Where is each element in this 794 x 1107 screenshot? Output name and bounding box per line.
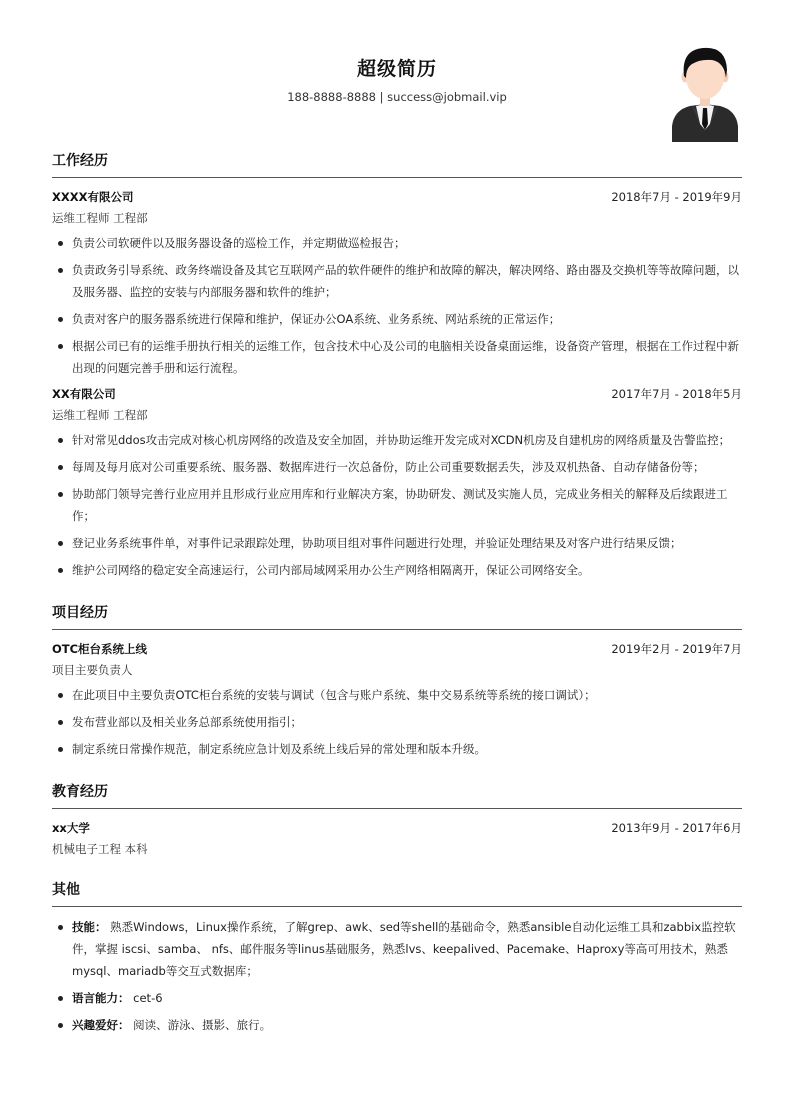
major-degree: 机械电子工程 本科 <box>52 842 148 856</box>
duty-item: 负责政务引导系统、政务终端设备及其它互联网产品的软件硬件的维护和故障的解决，解决网络、路由器及交换机等等故障问题，以及服务器、监控的安装与内部服务器和软件的维护； <box>52 259 742 303</box>
skills-label: 技能： <box>72 920 107 934</box>
language-label: 语言能力： <box>72 991 130 1005</box>
project-duty-list <box>52 684 742 760</box>
duty-item: 针对常见ddos攻击完成对核心机房网络的改造及安全加固，并协助运维开发完成对XCDN机房及自建机房的网络质量及告警监控； <box>52 429 742 451</box>
company-name: XXXX有限公司 <box>52 190 134 204</box>
work-experience-section <box>52 150 742 581</box>
duty-item: 负责对客户的服务器系统进行保障和维护，保证办公OA系统、业务系统、网站系统的正常运作； <box>52 308 742 330</box>
project-name: OTC柜台系统上线 <box>52 642 148 656</box>
hobbies-label: 兴趣爱好： <box>72 1018 130 1032</box>
duty-item: 发布营业部以及相关业务总部系统使用指引； <box>52 711 742 733</box>
work-entry <box>52 384 742 581</box>
entry-date: 2018年7月 - 2019年9月 <box>611 190 742 204</box>
duty-item: 根据公司已有的运维手册执行相关的运维工作，包含技术中心及公司的电脑相关设备桌面运维，设备资产管理，根据在工作过程中新出现的问题完善手册和运行流程。 <box>52 335 742 379</box>
language-item <box>52 987 742 1009</box>
duty-item: 登记业务系统事件单，对事件记录跟踪处理，协助项目组对事件问题进行处理，并验证处理结果及对客户进行结果反馈； <box>52 532 742 554</box>
duty-item: 每周及每月底对公司重要系统、服务器、数据库进行一次总备份，防止公司重要数据丢失，涉及双机热备、自动存储备份等； <box>52 456 742 478</box>
candidate-name: 超级简历 <box>356 58 437 80</box>
section-title-project: 项目经历 <box>52 602 742 630</box>
section-title-work: 工作经历 <box>52 150 742 178</box>
duty-list <box>52 429 742 581</box>
project-experience-section <box>52 602 742 760</box>
entry-date: 2019年2月 - 2019年7月 <box>611 642 742 656</box>
job-role: 运维工程师 工程部 <box>52 408 148 422</box>
section-title-education: 教育经历 <box>52 781 742 809</box>
job-role: 运维工程师 工程部 <box>52 211 148 225</box>
other-section <box>52 879 742 1036</box>
skills-text: 熟悉Windows，Linux操作系统，了解grep、awk、sed等shell的基础命令，熟悉ansible自动化运维工具和zabbix监控软件，掌握 iscsi、samba、 nfs、邮件服务等linus基础服务，熟悉lvs、keepalived、Pacemake、Haproxy等高可用技术，熟悉mysql、mariadb等交互式数据库； <box>72 920 736 978</box>
skills-item <box>52 916 742 982</box>
hobbies-text: 阅读、游泳、摄影、旅行。 <box>133 1018 272 1032</box>
school-name: xx大学 <box>52 821 90 835</box>
duty-item: 制定系统日常操作规范，制定系统应急计划及系统上线后异的常处理和版本升级。 <box>52 738 742 760</box>
other-list <box>52 916 742 1036</box>
education-section <box>52 781 742 860</box>
duty-item: 协助部门领导完善行业应用并且形成行业应用库和行业解决方案，协助研发、测试及实施人员，完成业务相关的解释及后续跟进工作； <box>52 483 742 527</box>
person-avatar-icon <box>670 44 740 142</box>
hobbies-item <box>52 1014 742 1036</box>
duty-list <box>52 232 742 379</box>
project-role: 项目主要负责人 <box>52 663 133 677</box>
company-name: XX有限公司 <box>52 387 116 401</box>
section-title-other: 其他 <box>52 879 742 907</box>
contact-info: 188-8888-8888 | success@jobmail.vip <box>287 90 507 104</box>
work-entry <box>52 187 742 379</box>
duty-item: 维护公司网络的稳定安全高速运行，公司内部局域网采用办公生产网络相隔离开，保证公司网络安全。 <box>52 559 742 581</box>
duty-item: 负责公司软硬件以及服务器设备的巡检工作，并定期做巡检报告； <box>52 232 742 254</box>
resume-header <box>52 0 742 150</box>
duty-item: 在此项目中主要负责OTC柜台系统的安装与调试（包含与账户系统、集中交易系统等系统的接口调试）； <box>52 684 742 706</box>
entry-date: 2017年7月 - 2018年5月 <box>611 387 742 401</box>
language-text: cet-6 <box>133 991 163 1005</box>
project-entry <box>52 639 742 760</box>
entry-date: 2013年9月 - 2017年6月 <box>611 821 742 835</box>
